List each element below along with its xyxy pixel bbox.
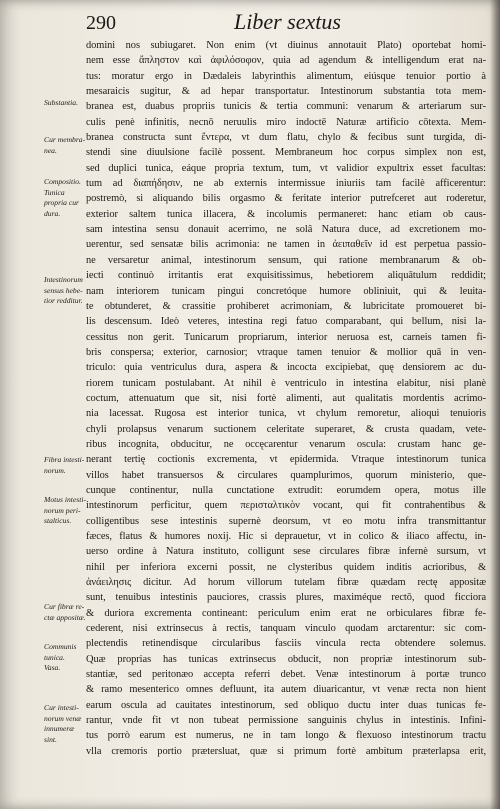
text-line: cessitus non gerit. Tunicarum propriarum, interior neruosa est, carneis tamen fi-	[86, 331, 486, 343]
text-line: tus porrò earum est numerus, ne in tam longo & flexuoso intestinorum tractu	[86, 730, 486, 742]
text-line: stendi sine diuulsione facilè possent. Membraneum hoc corpus simplex non est,	[86, 147, 486, 159]
text-line: & ramo mesenterico omnes defluunt, ita autem diuaricantur, vt venæ recta non hient	[86, 684, 486, 696]
text-line: domini nos subiugaret. Non enim (vt diuinus annotauit Plato) oportebat homi-	[86, 40, 486, 51]
margin-note-line: Cur intesti-	[44, 703, 79, 712]
text-line: coctum, attenuatum que sit, nisi fortè alimenti, aut qualitatis mordentis acrimo-	[86, 392, 486, 404]
text-line: lis descensum. Ideò veteres, intestina regi fatuo comparabant, qui bellum, nisi la-	[86, 316, 486, 328]
margin-note-line: Vasa.	[44, 663, 61, 672]
margin-note-line: nea.	[44, 145, 57, 155]
text-line: stantiæ, sed peritonæo accepta referri debet. Venæ intestinorum à portæ trunco	[86, 669, 486, 681]
text-line: riorem tunicam postulabant. At nihil è ventriculo in intestina elabitur, nisi planè	[86, 377, 486, 389]
text-line: sunt, tenuibus intestinis pauciores, crassis plures, maximéque rectō, quod ficciora	[86, 592, 486, 604]
text-line: ἀνάειλησις dicitur. Ad horum villorum tutelam fibræ quædam rectę appositæ	[86, 577, 486, 589]
margin-note-line: sensus hebe-	[44, 285, 83, 295]
margin-note-line: Compositio.	[44, 177, 81, 186]
running-head: Liber sextus	[234, 9, 341, 34]
margin-note-line: Substantia.	[44, 98, 78, 107]
text-line: iecti continuò irritantis erat exquisitissimus, hebetiorem aliquātulum reddidit;	[86, 270, 486, 282]
margin-note-line: Communis	[44, 642, 77, 651]
text-line: triculo: quia ventriculus dura, aspera & incocta excipiebat, quę densiorem ac du-	[86, 362, 486, 374]
text-line: mesaraicis sugitur, & ad hepar transportatur. Intestinorum substantia tota mem-	[86, 86, 486, 98]
margin-note-line: Tunica	[44, 187, 65, 197]
text-line: vlla cremoris portio prætersluat, quæ si primum fortè ambitum præterlapsa erit,	[86, 745, 486, 757]
page-edge-shadow	[490, 0, 500, 809]
text-line: ne versaretur animal, intestinorum sensum, qui ratione membranarum & ob-	[86, 254, 486, 266]
text-line: exterior saltem tunica illacera, & incolumis permaneret: hanc etiam ob caus-	[86, 208, 486, 220]
margin-note-line: innumeræ	[44, 724, 75, 733]
text-line: earum oscula ad cauitates intestinorum, sed obliquo ductu inter duas tunicas fe-	[86, 699, 486, 711]
margin-note-line: sint.	[44, 734, 57, 744]
text-line: uerso ordine à Natura instituto, colligunt sese circulares fibræ infernè sursum, vt	[86, 546, 486, 558]
margin-note-line: stalticus.	[44, 516, 72, 525]
text-line: postremò, si aliquando bilis orgasmo & feritate interior putrefceret aut roderetur,	[86, 193, 486, 205]
text-line: branea est, duabus propriis tunicis & tertia communi: venarum & arteriarum sur-	[86, 101, 486, 113]
text-line: chyli prolapsus venarum suctionem celeritate superaret, & crusta quadam, vete-	[86, 423, 486, 435]
text-line: ribus incognita, obducitur, ne occęcarentur venarum oscula: crustam hanc ge-	[86, 438, 486, 450]
margin-note-line: norum peri-	[44, 505, 81, 515]
text-line: fæces, flatus & humores noxij. Hic si deprauetur, vt in colico & iliaco affectu, in-	[86, 531, 486, 542]
text-line: culis penè infinitis, necnō neruulis miro indoctē Naturæ artificio cōtexta. Mem-	[86, 116, 486, 128]
text-line: intestinorum perficitur, quem περισταλτικὸν vocant, qui fit contrahentibus &	[86, 500, 486, 512]
text-line: tum ad διαπήδησιν, ne ab externis intermissue iniuriis tam facilè afficerentur:	[86, 178, 486, 190]
margin-note-line: norum.	[44, 465, 66, 475]
text-line: rantur, vnde fit vt non tubeat permissione sanguinis chylus in intestinis. Infini-	[86, 715, 486, 727]
text-line: sam intestina sensu donauit acerrimo, ne solâ Natura duce, ad excretionem mo-	[86, 224, 486, 236]
text-line: colligentibus sese intestinis supernè deorsum, vt eo motu infra transmittantur	[86, 515, 486, 527]
margin-note-line: Cur membra-	[44, 135, 86, 144]
text-line: cederent, nisi extrinsecus à rectis, tanquam vinculo quodam arctarentur: sic com-	[86, 623, 486, 635]
text-line: te obtunderet, & crassitie prohiberet acrimoniam, & lubricitate promoueret bi-	[86, 300, 486, 312]
text-line: branea constructa sunt ἔντερα, vt dum flatu, chylo & fecibus sunt turgida, di-	[86, 132, 486, 144]
margin-note-line: tior redditur.	[44, 296, 83, 305]
margin-note-line: propria cur	[44, 198, 79, 207]
text-line: villos habet transuersos & circulares quamplurimos, quorum ministerio, que-	[86, 469, 486, 481]
margin-note-line: ctæ appositæ.	[44, 612, 86, 622]
margin-note-line: dura.	[44, 208, 61, 218]
text-line: nem esse ἄπληστον καὶ ἀφιλόσοφον, quia ad agendum & intelligendum erat na-	[86, 55, 486, 67]
margin-note-line: Cur fibræ re-	[44, 602, 85, 611]
text-line: sed duplici tunica, eáque propria textum, tum, vt validior expultrix esset facultas:	[86, 162, 486, 174]
margin-notes	[0, 0, 86, 809]
margin-note-line: Fibra intesti-	[44, 455, 85, 464]
text-line: plectendis retinendisque circularibus fasciis vincula recta obtendere solemus.	[86, 638, 486, 650]
page-number: 290	[86, 12, 116, 34]
text-line: nerant tertię coctionis excrementa, vt epidermida. Vtraque intestinorum tunica	[86, 454, 486, 466]
margin-note-line: Intestinorum	[44, 275, 83, 284]
text-line: cunque continentur, nulla cunctatione extrudit: eorumdem opera, motus ille	[86, 484, 486, 496]
text-line: Quæ proprias has tunicas extrinsecus obducit, non propriæ intestinorum sub-	[86, 653, 486, 665]
text-line: bris conspersa; exterior, carnosior; vtraque tamen tenuior & mollior quā in ven-	[86, 346, 486, 358]
margin-note-line: Motus intesti-	[44, 495, 86, 504]
text-line: uerentur, sed sensatæ bilis acrimonia: ne tamen in ἀειπαθεῖν id est perpetua passio-	[86, 239, 486, 251]
text-line: nia lacessat. Rugosa est interior tunica, vt chylum remoretur, alioqui tenuioris	[86, 408, 486, 420]
text-line: nihil per inferiora excerni possit, ne clysteribus quidem inditis acrioribus, &	[86, 561, 486, 573]
margin-note-line: norum venæ	[44, 713, 82, 723]
text-line: tus: moratur ergo in Dædaleis labyrinthis alimentum, eiúsque tenuior portio à	[86, 70, 486, 82]
main-text-column	[86, 38, 486, 759]
margin-note-line: tunica.	[44, 652, 65, 662]
text-line: nam interiorem tunicam pingui concretóque humore obliniuit, qui & leuita-	[86, 285, 486, 297]
text-line: & duriora excrementa contineant: periculum enim erat ne orbiculares fibræ fe-	[86, 607, 486, 619]
